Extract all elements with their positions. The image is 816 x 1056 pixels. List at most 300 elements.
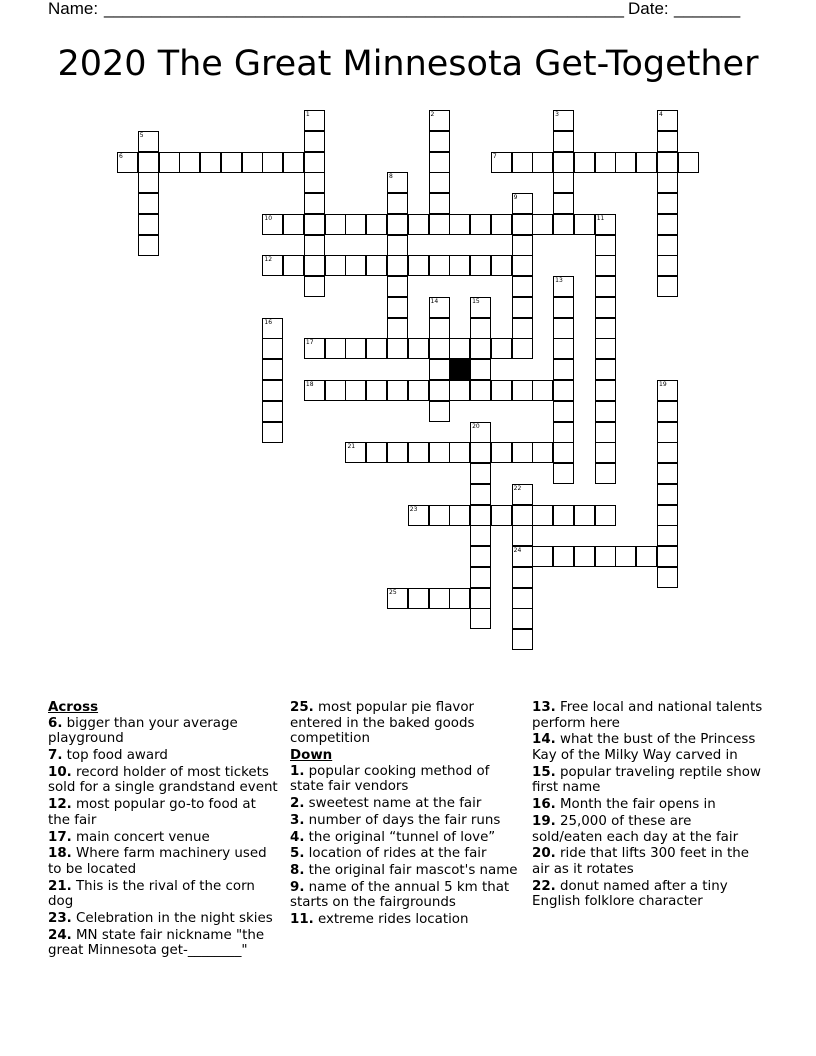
grid-cell[interactable]: [553, 172, 574, 193]
grid-cell[interactable]: [512, 567, 533, 588]
grid-cell[interactable]: [387, 338, 408, 359]
grid-cell[interactable]: [595, 338, 616, 359]
grid-cell[interactable]: [387, 442, 408, 463]
grid-cell[interactable]: [345, 338, 366, 359]
across-clue: [48, 716, 280, 747]
grid-cell[interactable]: [512, 629, 533, 650]
clue-num: 8.: [290, 863, 305, 879]
grid-cell[interactable]: [429, 152, 450, 173]
grid-cell[interactable]: [221, 152, 242, 173]
clue-num: 21.: [48, 878, 72, 894]
grid-cell[interactable]: [449, 214, 470, 235]
grid-cell[interactable]: [449, 380, 470, 401]
grid-cell[interactable]: [553, 442, 574, 463]
grid-cell[interactable]: [262, 401, 283, 422]
grid-cell[interactable]: [657, 255, 678, 276]
clue-num: 2.: [290, 795, 305, 811]
grid-cell[interactable]: [657, 442, 678, 463]
grid-cell[interactable]: [657, 505, 678, 526]
grid-cell[interactable]: [304, 193, 325, 214]
grid-cell[interactable]: [470, 463, 491, 484]
grid-cell[interactable]: [657, 525, 678, 546]
grid-cell[interactable]: [657, 567, 678, 588]
grid-cell[interactable]: [262, 318, 283, 339]
grid-cell[interactable]: [512, 338, 533, 359]
grid-cell[interactable]: [657, 110, 678, 131]
clue-number: 1: [305, 111, 310, 118]
grid-cell[interactable]: [387, 193, 408, 214]
grid-cell[interactable]: [512, 484, 533, 505]
clue-num: 3.: [290, 812, 305, 828]
clue-number: 11: [596, 214, 605, 222]
name-date-header: [48, 0, 768, 21]
clue-text: location of rides at the fair: [304, 846, 487, 862]
grid-cell[interactable]: [345, 442, 366, 463]
grid-cell[interactable]: [117, 152, 138, 173]
grid-cell[interactable]: [657, 131, 678, 152]
grid-cell[interactable]: [262, 214, 283, 235]
clue-column-1: [48, 700, 280, 960]
grid-cell[interactable]: [429, 338, 450, 359]
grid-cell[interactable]: [595, 380, 616, 401]
grid-cell[interactable]: [657, 484, 678, 505]
grid-cell[interactable]: [325, 338, 346, 359]
grid-cell[interactable]: [366, 338, 387, 359]
grid-cell[interactable]: [159, 152, 180, 173]
grid-cell[interactable]: [512, 608, 533, 629]
grid-cell[interactable]: [491, 255, 512, 276]
grid-cell[interactable]: [532, 214, 553, 235]
grid-cell[interactable]: [429, 588, 450, 609]
across-clue: [48, 748, 280, 764]
grid-cell[interactable]: [574, 505, 595, 526]
clue-text: the original fair mascot's name: [304, 863, 518, 879]
clue-num: 7.: [48, 747, 63, 763]
clue-num: 20.: [532, 846, 556, 862]
grid-cell[interactable]: [366, 380, 387, 401]
grid-cell[interactable]: [553, 546, 574, 567]
grid-cell[interactable]: [553, 276, 574, 297]
grid-cell[interactable]: [387, 276, 408, 297]
grid-cell[interactable]: [470, 567, 491, 588]
grid-cell[interactable]: [595, 546, 616, 567]
grid-cell[interactable]: [304, 380, 325, 401]
grid-cell[interactable]: [512, 276, 533, 297]
grid-cell[interactable]: [262, 338, 283, 359]
clue-number: 15: [472, 297, 480, 305]
grid-cell[interactable]: [615, 152, 636, 173]
grid-cell[interactable]: [429, 442, 450, 463]
grid-cell[interactable]: [512, 380, 533, 401]
grid-cell[interactable]: [574, 214, 595, 235]
grid-cell[interactable]: [574, 546, 595, 567]
grid-cell[interactable]: [553, 110, 574, 131]
clue-text: sweetest name at the fair: [304, 795, 482, 811]
grid-cell[interactable]: [512, 546, 533, 567]
clue-num: 1.: [290, 763, 305, 779]
grid-cell[interactable]: [387, 214, 408, 235]
grid-cell[interactable]: [553, 318, 574, 339]
grid-cell[interactable]: [512, 152, 533, 173]
grid-cell[interactable]: [200, 152, 221, 173]
grid-cell[interactable]: [304, 276, 325, 297]
grid-cell[interactable]: [470, 422, 491, 443]
clue-text: most popular pie flavor entered in the baked goods competition: [290, 700, 475, 747]
grid-cell[interactable]: [262, 255, 283, 276]
clue-number: 19: [659, 381, 667, 388]
grid-cell[interactable]: [304, 172, 325, 193]
across-clue: [290, 700, 522, 747]
grid-cell[interactable]: [387, 297, 408, 318]
grid-cell[interactable]: [304, 338, 325, 359]
grid-cell[interactable]: [553, 297, 574, 318]
across-clue: [48, 879, 280, 910]
clue-number: 10: [264, 214, 273, 222]
grid-cell[interactable]: [595, 359, 616, 380]
grid-cell[interactable]: [470, 505, 491, 526]
grid-cell[interactable]: [429, 318, 450, 339]
down-clue: [532, 797, 764, 813]
grid-cell[interactable]: [532, 152, 553, 173]
grid-cell[interactable]: [595, 463, 616, 484]
name-label: Name:: [48, 0, 99, 18]
down-clue: [290, 830, 522, 846]
clue-num: 19.: [532, 813, 556, 829]
grid-cell[interactable]: [595, 505, 616, 526]
grid-cell[interactable]: [491, 338, 512, 359]
clue-column-2: [290, 700, 522, 929]
grid-cell[interactable]: [325, 380, 346, 401]
across-heading: Across: [48, 700, 99, 715]
grid-cell[interactable]: [512, 214, 533, 235]
grid-cell[interactable]: [553, 505, 574, 526]
grid-cell[interactable]: [512, 255, 533, 276]
grid-cell[interactable]: [408, 380, 429, 401]
clue-num: 24.: [48, 927, 72, 943]
grid-cell[interactable]: [387, 235, 408, 256]
down-clue: [290, 796, 522, 812]
clue-number: 12: [264, 256, 273, 264]
grid-cell[interactable]: [657, 235, 678, 256]
grid-cell[interactable]: [138, 131, 159, 152]
down-clue: [290, 813, 522, 829]
grid-cell[interactable]: [449, 255, 470, 276]
clue-text: popular cooking method of state fair vendors: [290, 763, 490, 795]
grid-cell[interactable]: [657, 214, 678, 235]
grid-cell[interactable]: [470, 442, 491, 463]
clue-num: 15.: [532, 764, 556, 780]
grid-cell[interactable]: [595, 214, 616, 235]
grid-cell[interactable]: [387, 588, 408, 609]
grid-cell[interactable]: [138, 235, 159, 256]
clue-number: 22: [513, 484, 522, 492]
grid-cell[interactable]: [595, 255, 616, 276]
grid-cell[interactable]: [283, 152, 304, 173]
grid-cell[interactable]: [532, 380, 553, 401]
grid-cell[interactable]: [449, 505, 470, 526]
clue-num: 13.: [532, 700, 556, 715]
clue-text: what the bust of the Princess Kay of the Milky Way carved in: [532, 732, 756, 763]
grid-cell[interactable]: [553, 380, 574, 401]
grid-cell[interactable]: [657, 276, 678, 297]
grid-cell[interactable]: [429, 359, 450, 380]
grid-cell[interactable]: [408, 442, 429, 463]
grid-cell[interactable]: [138, 172, 159, 193]
grid-cell[interactable]: [283, 255, 304, 276]
grid-cell[interactable]: [429, 131, 450, 152]
grid-cell[interactable]: [657, 152, 678, 173]
clue-text: ride that lifts 300 feet in the air as it rotates: [532, 846, 750, 877]
grid-cell[interactable]: [408, 338, 429, 359]
clue-num: 25.: [290, 700, 314, 715]
grid-cell[interactable]: [429, 193, 450, 214]
grid-cell[interactable]: [512, 525, 533, 546]
grid-cell[interactable]: [345, 214, 366, 235]
grid-cell[interactable]: [408, 588, 429, 609]
grid-cell[interactable]: [553, 193, 574, 214]
clue-number: 21: [347, 443, 356, 451]
grid-cell[interactable]: [325, 214, 346, 235]
clue-num: 5.: [290, 846, 305, 862]
clue-text: 25,000 of these are sold/eaten each day at the fair: [532, 813, 739, 845]
grid-cell[interactable]: [657, 463, 678, 484]
clue-number: 5: [139, 131, 144, 139]
across-clue: [48, 846, 280, 877]
grid-cell[interactable]: [595, 276, 616, 297]
grid-cell[interactable]: [470, 359, 491, 380]
grid-cell[interactable]: [512, 318, 533, 339]
grid-cell[interactable]: [408, 214, 429, 235]
down-clue: [532, 765, 764, 796]
clue-num: 14.: [532, 732, 556, 748]
clue-text: most popular go-to food at the fair: [48, 797, 256, 828]
down-clue: [290, 912, 522, 928]
clue-text: Celebration in the night skies: [71, 911, 273, 927]
grid-cell[interactable]: [470, 380, 491, 401]
grid-cell[interactable]: [470, 484, 491, 505]
grid-cell[interactable]: [345, 380, 366, 401]
clue-num: 10.: [48, 764, 72, 780]
grid-cell[interactable]: [429, 297, 450, 318]
clue-num: 16.: [532, 797, 556, 813]
clue-num: 22.: [532, 878, 556, 894]
grid-cell[interactable]: [304, 214, 325, 235]
clue-num: 17.: [48, 829, 72, 845]
grid-cell[interactable]: [242, 152, 263, 173]
grid-cell[interactable]: [304, 255, 325, 276]
grid-cell[interactable]: [553, 401, 574, 422]
grid-cell[interactable]: [138, 214, 159, 235]
down-clue: [290, 846, 522, 862]
grid-cell[interactable]: [553, 152, 574, 173]
clue-number: 8: [389, 173, 393, 181]
grid-cell[interactable]: [470, 255, 491, 276]
grid-cell[interactable]: [512, 235, 533, 256]
puzzle-title: 2020 The Great Minnesota Get-Together: [57, 44, 759, 84]
grid-cell[interactable]: [429, 255, 450, 276]
grid-cell[interactable]: [449, 338, 470, 359]
clue-num: 23.: [48, 911, 72, 927]
clue-number: 6: [119, 152, 123, 160]
grid-cell[interactable]: [595, 442, 616, 463]
grid-cell[interactable]: [657, 422, 678, 443]
clue-number: 9: [513, 194, 518, 202]
clue-number: 4: [659, 111, 663, 118]
grid-cell[interactable]: [366, 255, 387, 276]
date-field[interactable]: _______: [674, 0, 741, 18]
grid-cell[interactable]: [470, 546, 491, 567]
grid-cell[interactable]: [366, 442, 387, 463]
clue-text: popular traveling reptile show first name: [532, 764, 761, 796]
grid-cell[interactable]: [636, 546, 657, 567]
grid-cell[interactable]: [429, 505, 450, 526]
grid-cell[interactable]: [491, 505, 512, 526]
grid-cell[interactable]: [657, 172, 678, 193]
grid-cell[interactable]: [512, 297, 533, 318]
black-square: [449, 359, 470, 380]
across-clue: [48, 797, 280, 828]
grid-cell[interactable]: [512, 193, 533, 214]
grid-cell[interactable]: [491, 380, 512, 401]
grid-cell[interactable]: [429, 110, 450, 131]
clue-number: 14: [430, 297, 439, 305]
clue-num: 12.: [48, 797, 72, 813]
grid-cell[interactable]: [657, 401, 678, 422]
grid-cell[interactable]: [678, 152, 699, 173]
clue-num: 4.: [290, 829, 305, 845]
grid-cell[interactable]: [283, 214, 304, 235]
clue-text: Month the fair opens in: [555, 797, 716, 813]
grid-cell[interactable]: [408, 505, 429, 526]
grid-cell[interactable]: [366, 214, 387, 235]
grid-cell[interactable]: [262, 422, 283, 443]
grid-cell[interactable]: [262, 152, 283, 173]
across-clue: [48, 830, 280, 846]
grid-cell[interactable]: [553, 131, 574, 152]
grid-cell[interactable]: [553, 422, 574, 443]
across-clue: [48, 911, 280, 927]
grid-cell[interactable]: [345, 255, 366, 276]
clue-text: name of the annual 5 km that starts on the fairgrounds: [290, 879, 510, 911]
grid-cell[interactable]: [449, 588, 470, 609]
clue-number: 25: [389, 588, 397, 596]
grid-cell[interactable]: [532, 442, 553, 463]
down-clue: [532, 814, 764, 845]
grid-cell[interactable]: [262, 380, 283, 401]
clue-num: 6.: [48, 715, 63, 731]
grid-cell[interactable]: [470, 525, 491, 546]
clue-num: 18.: [48, 846, 72, 862]
grid-cell[interactable]: [138, 152, 159, 173]
across-clue: [48, 928, 280, 959]
down-clue: [290, 764, 522, 795]
grid-cell[interactable]: [553, 338, 574, 359]
clue-number: 17: [305, 339, 314, 347]
clue-number: 23: [409, 505, 418, 513]
across-clue: [48, 765, 280, 796]
grid-cell[interactable]: [304, 235, 325, 256]
grid-cell[interactable]: [595, 401, 616, 422]
grid-cell[interactable]: [491, 152, 512, 173]
grid-cell[interactable]: [408, 255, 429, 276]
clue-text: MN state fair nickname "the great Minnesota get-________": [48, 927, 265, 959]
grid-cell[interactable]: [304, 110, 325, 131]
grid-cell[interactable]: [449, 442, 470, 463]
grid-cell[interactable]: [512, 505, 533, 526]
grid-cell[interactable]: [429, 380, 450, 401]
clue-text: top food award: [62, 747, 168, 763]
clue-number: 13: [555, 277, 563, 285]
grid-cell[interactable]: [657, 193, 678, 214]
grid-cell[interactable]: [512, 588, 533, 609]
grid-cell[interactable]: [470, 588, 491, 609]
clue-text: This is the rival of the corn dog: [48, 878, 255, 910]
grid-cell[interactable]: [470, 608, 491, 629]
clue-text: Free local and national talents perform here: [532, 700, 763, 731]
grid-cell[interactable]: [325, 255, 346, 276]
grid-cell[interactable]: [595, 297, 616, 318]
down-clue: [532, 879, 764, 910]
down-heading: Down: [290, 747, 333, 763]
grid-cell[interactable]: [512, 442, 533, 463]
grid-cell[interactable]: [532, 505, 553, 526]
grid-cell[interactable]: [553, 214, 574, 235]
grid-cell[interactable]: [429, 214, 450, 235]
grid-cell[interactable]: [553, 463, 574, 484]
grid-cell[interactable]: [470, 338, 491, 359]
grid-cell[interactable]: [657, 546, 678, 567]
grid-cell[interactable]: [470, 297, 491, 318]
grid-cell[interactable]: [470, 214, 491, 235]
clue-num: 9.: [290, 879, 305, 895]
clue-text: number of days the fair runs: [304, 812, 501, 828]
down-clue: [532, 700, 764, 731]
grid-cell[interactable]: [595, 318, 616, 339]
grid-cell[interactable]: [138, 193, 159, 214]
clue-number: 24: [513, 547, 522, 555]
grid-cell[interactable]: [491, 214, 512, 235]
grid-cell[interactable]: [470, 318, 491, 339]
grid-cell[interactable]: [657, 380, 678, 401]
grid-cell[interactable]: [387, 380, 408, 401]
clue-text: record holder of most tickets sold for a single grandstand event: [48, 764, 278, 796]
name-field[interactable]: _______________________________________________________: [104, 0, 625, 18]
down-clue: [290, 863, 522, 879]
grid-cell[interactable]: [304, 131, 325, 152]
grid-cell[interactable]: [179, 152, 200, 173]
grid-cell[interactable]: [595, 422, 616, 443]
grid-cell[interactable]: [595, 235, 616, 256]
clue-number: 20: [472, 422, 480, 430]
grid-cell[interactable]: [636, 152, 657, 173]
clue-text: the original “tunnel of love”: [304, 829, 496, 845]
grid-cell[interactable]: [532, 546, 553, 567]
grid-cell[interactable]: [615, 546, 636, 567]
down-clue: [532, 732, 764, 763]
grid-cell[interactable]: [387, 318, 408, 339]
grid-cell[interactable]: [304, 152, 325, 173]
grid-cell[interactable]: [387, 255, 408, 276]
grid-cell[interactable]: [595, 152, 616, 173]
grid-cell[interactable]: [387, 172, 408, 193]
grid-cell[interactable]: [429, 172, 450, 193]
clue-number: 3: [555, 111, 559, 118]
grid-cell[interactable]: [262, 359, 283, 380]
grid-cell[interactable]: [429, 401, 450, 422]
grid-cell[interactable]: [553, 359, 574, 380]
grid-cell[interactable]: [491, 442, 512, 463]
grid-cell[interactable]: [574, 152, 595, 173]
